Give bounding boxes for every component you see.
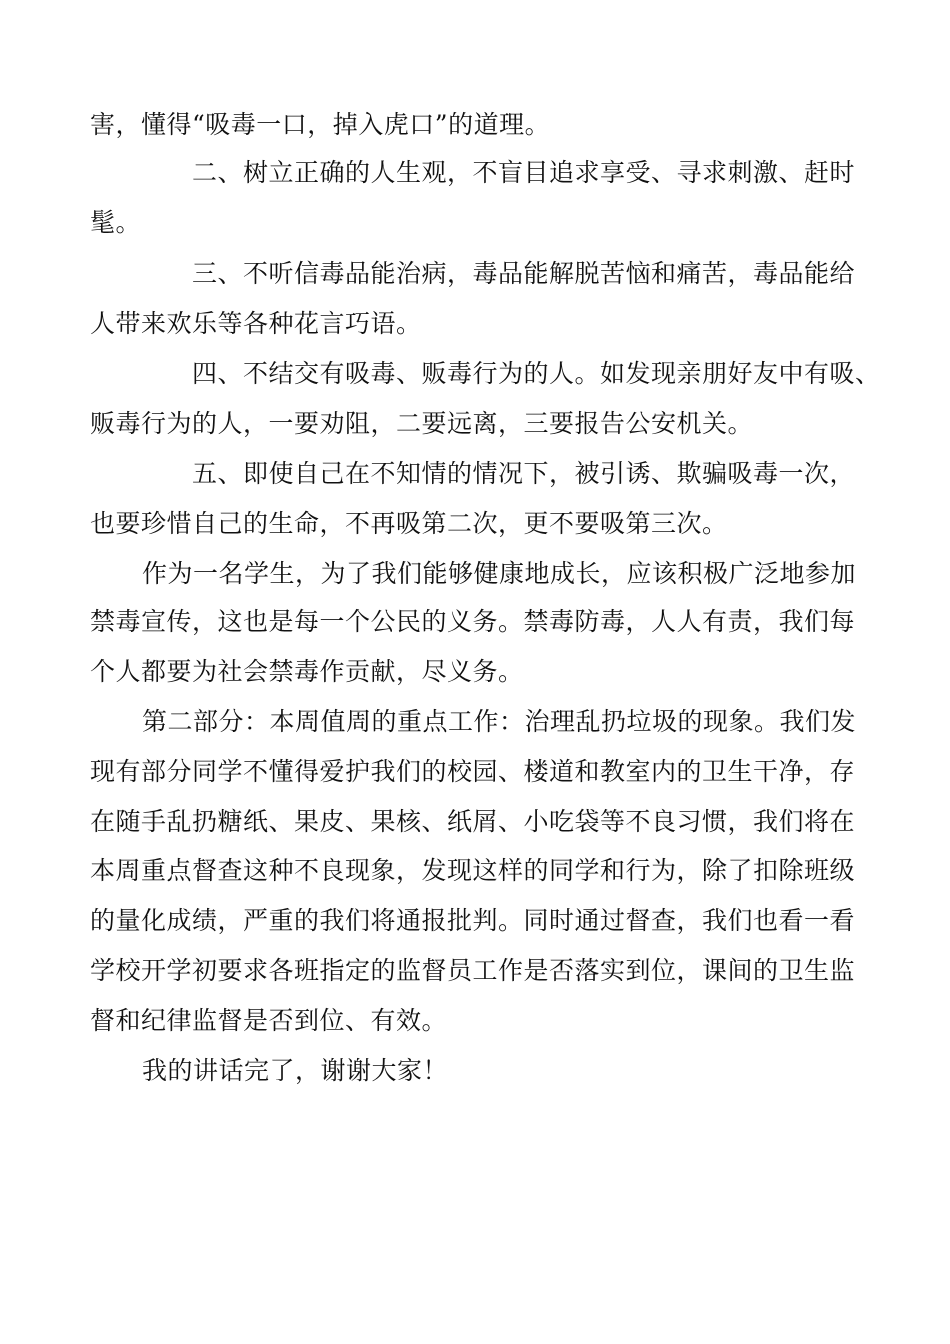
text-line: 禁毒宣传，这也是每一个公民的义务。禁毒防毒，人人有责，我们每 (90, 607, 856, 636)
text-line: 督和纪律监督是否到位、有效。 (90, 1006, 448, 1035)
text-line: 人带来欢乐等各种花言巧语。 (90, 309, 422, 338)
text-line: 四、不结交有吸毒、贩毒行为的人。如发现亲朋好友中有吸、 (192, 359, 881, 388)
text-line: 学校开学初要求各班指定的监督员工作是否落实到位，课间的卫生监 (90, 956, 856, 985)
text-line: 三、不听信毒品能治病，毒品能解脱苦恼和痛苦，毒品能给 (192, 259, 856, 288)
text-line: 个人都要为社会禁毒作贡献，尽义务。 (90, 657, 524, 686)
text-line: 现有部分同学不懂得爱护我们的校园、楼道和教室内的卫生干净，存 (90, 757, 856, 786)
text-line: 在随手乱扔糖纸、果皮、果核、纸屑、小吃袋等不良习惯，我们将在 (90, 807, 856, 836)
text-line: 第二部分：本周值周的重点工作：治理乱扔垃圾的现象。我们发 (142, 707, 857, 736)
text-line: 作为一名学生，为了我们能够健康地成长，应该积极广泛地参加 (142, 559, 857, 588)
text-line: 髦。 (90, 208, 142, 237)
text-line: 贩毒行为的人，一要劝阻，二要远离，三要报告公安机关。 (90, 409, 754, 438)
text-line: 五、即使自己在不知情的情况下，被引诱、欺骗吸毒一次， (192, 459, 856, 488)
text-line: 也要珍惜自己的生命，不再吸第二次，更不要吸第三次。 (90, 509, 728, 538)
text-line: 本周重点督查这种不良现象，发现这样的同学和行为，除了扣除班级 (90, 856, 856, 885)
text-line: 害，懂得“吸毒一口，掉入虎口”的道理。 (90, 110, 551, 139)
text-line: 的量化成绩，严重的我们将通报批判。同时通过督查，我们也看一看 (90, 906, 856, 935)
text-line: 我的讲话完了，谢谢大家！ (142, 1056, 449, 1085)
text-line: 二、树立正确的人生观，不盲目追求享受、寻求刺激、赶时 (192, 158, 856, 187)
